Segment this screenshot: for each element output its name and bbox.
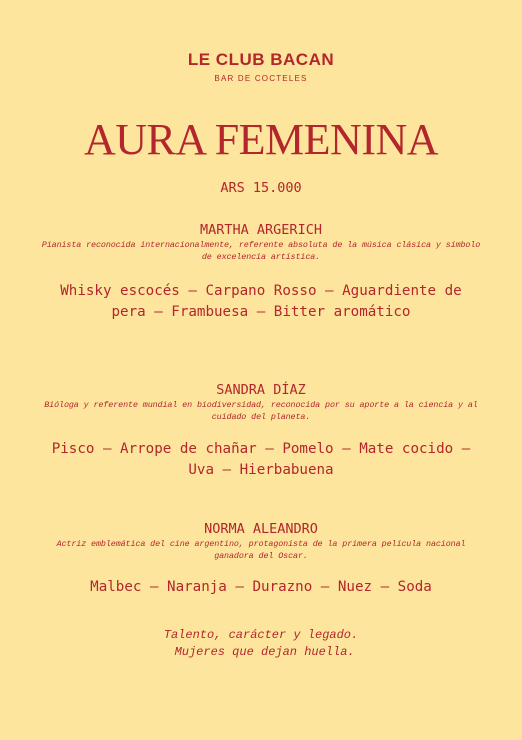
footer-tagline xyxy=(60,627,462,661)
footer-line-2: Mujeres que dejan huella. xyxy=(167,645,355,659)
cocktail-ingredients: Malbec – Naranja – Durazno – Nuez – Soda xyxy=(90,579,432,595)
cocktail-norma-aleandro xyxy=(40,521,482,598)
footer-line-1: Talento, carácter y legado. xyxy=(163,628,359,642)
brand-subtitle: BAR DE COCTELES xyxy=(214,74,308,83)
cocktail-description: Actriz emblemática del cine argentino, protagonista de la primera película nacional ganadora del Oscar. xyxy=(56,539,466,561)
cocktail-sandra-diaz xyxy=(40,382,482,481)
cocktail-name: SANDRA DÍAZ xyxy=(216,382,306,398)
cocktail-name: NORMA ALEANDRO xyxy=(204,521,318,537)
cocktail-description: Pianista reconocida internacionalmente, referente absoluta de la música clásica y símbolo de excelencia artística. xyxy=(41,240,481,262)
cocktail-ingredients: Pisco – Arrope de chañar – Pomelo – Mate cocido – Uva – Hierbabuena xyxy=(51,441,471,478)
cocktail-description: Bióloga y referente mundial en biodiversidad, reconocida por su aporte a la ciencia y al cuidado del planeta. xyxy=(44,400,478,422)
brand-name: LE CLUB BACAN xyxy=(187,50,335,69)
cocktail-martha-argerich xyxy=(40,222,482,323)
cocktail-name: MARTHA ARGERICH xyxy=(200,222,322,238)
menu-title: AURA FEMENINA xyxy=(83,115,439,164)
menu-price: ARS 15.000 xyxy=(220,180,302,196)
cocktail-ingredients: Whisky escocés – Carpano Rosso – Aguardiente de pera – Frambuesa – Bitter aromático xyxy=(60,283,462,320)
